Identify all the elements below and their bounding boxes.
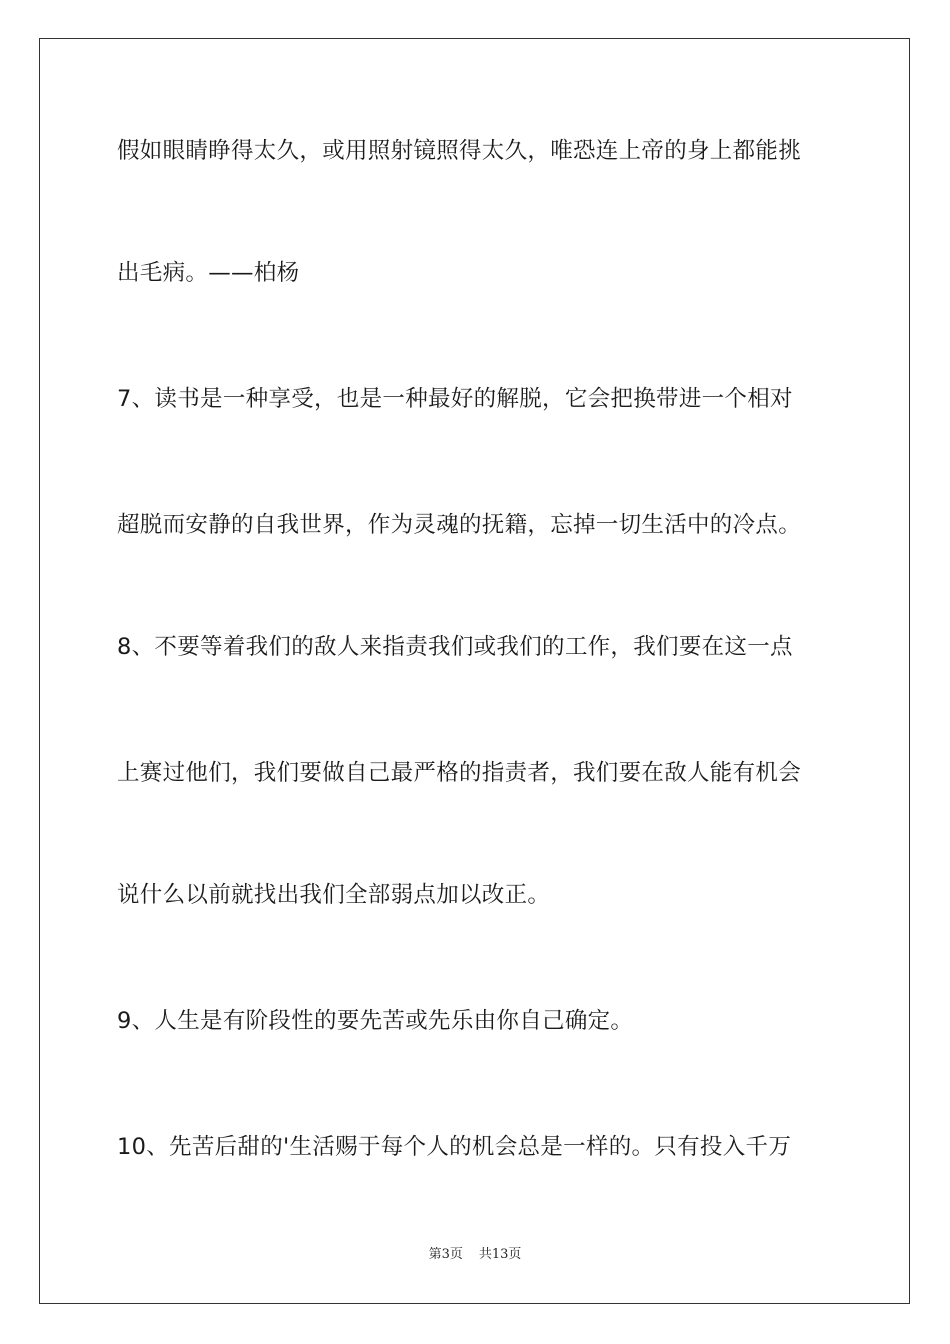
page-frame bbox=[39, 38, 910, 1304]
text-line: 上赛过他们，我们要做自己最严格的指责者，我们要在敌人能有机会 bbox=[117, 760, 802, 786]
text-line: 10、先苦后甜的'生活赐于每个人的机会总是一样的。只有投入千万 bbox=[117, 1134, 792, 1160]
text-line: 出毛病。——柏杨 bbox=[117, 260, 300, 286]
text-line: 8、不要等着我们的敌人来指责我们或我们的工作，我们要在这一点 bbox=[117, 634, 793, 660]
text-line: 假如眼睛睁得太久，或用照射镜照得太久，唯恐连上帝的身上都能挑 bbox=[117, 138, 802, 164]
text-line: 超脱而安静的自我世界，作为灵魂的抚籍，忘掉一切生活中的冷点。 bbox=[117, 512, 802, 538]
text-line: 说什么以前就找出我们全部弱点加以改正。 bbox=[117, 882, 551, 908]
page-total: 共13页 bbox=[478, 1247, 522, 1262]
text-line: 7、读书是一种享受，也是一种最好的解脱，它会把换带进一个相对 bbox=[117, 386, 793, 412]
text-line: 9、人生是有阶段性的要先苦或先乐由你自己确定。 bbox=[117, 1008, 634, 1034]
page-number: 第3页 bbox=[428, 1247, 463, 1262]
page-footer bbox=[0, 1246, 950, 1264]
